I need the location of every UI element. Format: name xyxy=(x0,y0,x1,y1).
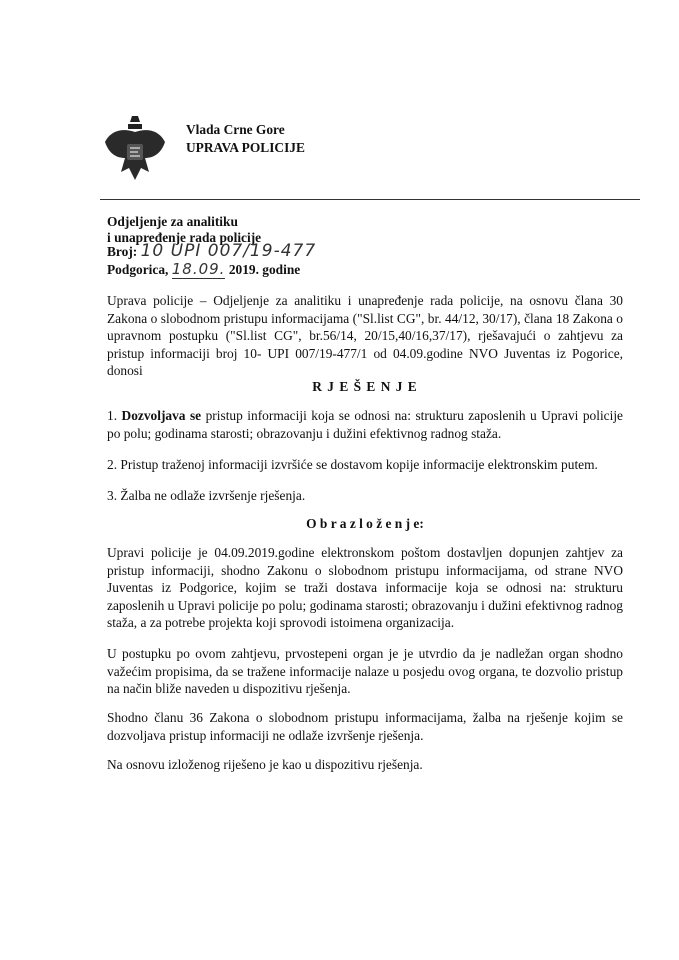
item-text: Pristup traženoj informaciji izvršiće se dostavom kopije informacije elektronskim putem. xyxy=(117,457,598,472)
department-line1: Odjeljenje za analitiku xyxy=(107,214,238,229)
decision-title: R J E Š E N J E xyxy=(312,379,418,394)
item-text: Žalba ne odlaže izvršenje rješenja. xyxy=(117,488,306,503)
reasoning-paragraph-1: Upravi policije je 04.09.2019.godine elektronskom poštom dostavljen dopunjen zahtjev za pristup informaciji, shodno Zakonu o slobodnom pristupu informacijama, od strane NVO Juventas iz Podgorice, kojim se traži dostava informacije koja se odnosi na: strukturu zaposlenih u Upravi policije po polu; godinama starosti; obrazovanju i dužini efektivnog radnog staža, a za potrebe projekta koji sprovodi istoimena organizacija. xyxy=(107,545,623,631)
reasoning-paragraph-4: Na osnovu izloženog riješeno je kao u dispozitivu rješenja. xyxy=(107,757,423,772)
reasoning-title: O b r a z l o ž e n j e: xyxy=(306,516,424,531)
item-bold: Dozvoljava se xyxy=(121,408,202,423)
department-line2: i unapređenje rada policije xyxy=(107,230,262,245)
reasoning-paragraph-3: Shodno članu 36 Zakona o slobodnom pristupu informacijama, žalba na rješenje kojim se dozvoljava pristup informaciji ne odlaže izvršenje rješenja. xyxy=(107,710,623,743)
date-suffix: 2019. godine xyxy=(228,262,301,277)
intro-paragraph: Uprava policije – Odjeljenje za analitiku i unapređenje rada policije, na osnovu člana 30 Zakona o slobodnom pristupu informacijama ("Sl.list CG", br. 44/12, 30/17), člana 18 Zakona o upravnom postupku ("Sl.list CG", br.56/14, 20/15,40/16,37/17), rješavajući o zahtjevu za pristup informaciji broj 10- UPI 007/19-477/1 od 04.09.godine NVO Juventas iz Pogorice, donosi xyxy=(107,293,623,379)
decision-item-1 xyxy=(107,407,623,442)
header-divider xyxy=(100,199,640,200)
item-number: 1. xyxy=(107,408,118,423)
item-number: 3. xyxy=(107,488,118,503)
coat-of-arms-icon xyxy=(103,114,167,186)
decision-item-3 xyxy=(107,487,623,505)
decision-item-2 xyxy=(107,456,623,474)
item-number: 2. xyxy=(107,457,118,472)
header-government: Vlada Crne Gore xyxy=(186,122,285,137)
broj-handwritten: 10 UPI 007/19-477 xyxy=(140,241,317,261)
header-agency: UPRAVA POLICIJE xyxy=(186,140,305,155)
broj-label: Broj: xyxy=(107,244,138,259)
date-handwritten: 18.09. xyxy=(171,260,226,278)
reasoning-paragraph-2: U postupku po ovom zahtjevu, prvostepeni organ je je utvrdio da je nadležan organ shodno važećim propisima, da se tražene informacije nalaze u posjedu ovog organa, te dozvolio pristup na način bliže naveden u dispozitivu rješenja. xyxy=(107,646,623,697)
item-text: pristup informaciji koja se odnosi na: strukturu zaposlenih u Upravi policije po polu; godinama starosti; obrazovanju i dužini efektivnog radnog staža. xyxy=(107,408,624,441)
place-label: Podgorica, xyxy=(107,262,169,277)
